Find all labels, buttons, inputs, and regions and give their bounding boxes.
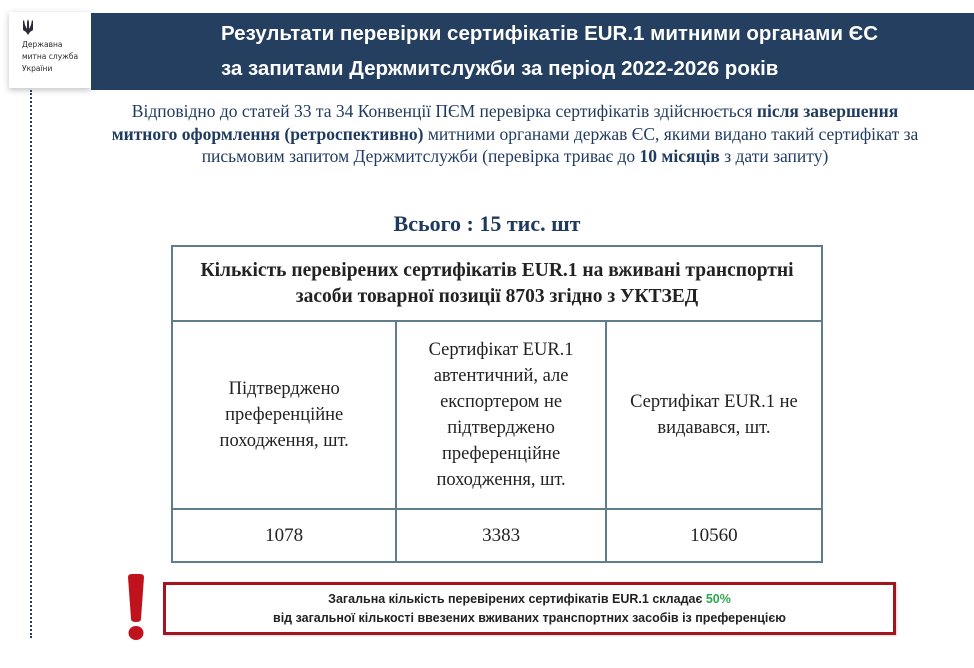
column-header-not-issued: Сертифікат EUR.1 не видавався, шт. [606,321,822,509]
table-header-row [172,321,822,509]
logo-card [9,12,91,88]
decorative-dotted-line [30,90,32,638]
value-not-issued: 10560 [606,509,822,562]
intro-text: митними органами держав ЄС, якими видано такий сертифікат за письмовим запитом Держмитслужби (перевірка триває до [201,123,919,166]
logo-line: України [22,64,53,73]
intro-bold: після завершення митного оформлення (ретроспективно) [111,101,899,144]
intro-text: Відповідно до статей 33 та 34 Конвенції ПЄМ перевірка сертифікатів здійснюється [131,101,757,121]
value-authentic-not-confirmed: 3383 [396,509,605,562]
trident-icon [22,19,34,35]
intro-bold: 10 місяців [639,146,720,166]
certificates-table [171,245,823,563]
column-header-authentic-not-confirmed: Сертифікат EUR.1 автентичний, але експортером не підтверджено преференційне походження, шт. [396,321,605,509]
table-row [172,509,822,562]
table-title: Кількість перевірених сертифікатів EUR.1 на вживані транспортні засоби товарної позиції 8703 згідно з УКТЗЕД [172,246,822,321]
total-heading: Всього : 15 тис. шт [393,211,581,236]
logo-text [22,39,91,75]
summary-callout [163,582,896,635]
callout-text: Загальна кількість перевірених сертифікатів EUR.1 складає [328,592,706,606]
intro-paragraph [100,100,930,168]
exclamation-icon [124,573,148,641]
callout-line1 [166,590,893,609]
page-title-line2: за запитами Держмитслужби за період 2022-2026 років [221,57,779,80]
value-confirmed: 1078 [172,509,396,562]
column-header-confirmed: Підтверджено преференційне походження, шт. [172,321,396,509]
callout-percentage: 50% [705,592,731,606]
intro-text: з дати запиту) [719,146,829,166]
logo-line: Державна [22,40,63,49]
page-title-line1: Результати перевірки сертифікатів EUR.1 митними органами ЄС [221,22,879,45]
callout-line2: від загальної кількості ввезених вживаних транспортних засобів із преференцією [273,611,786,625]
logo-line: митна служба [22,52,79,61]
header-bar [91,13,974,90]
